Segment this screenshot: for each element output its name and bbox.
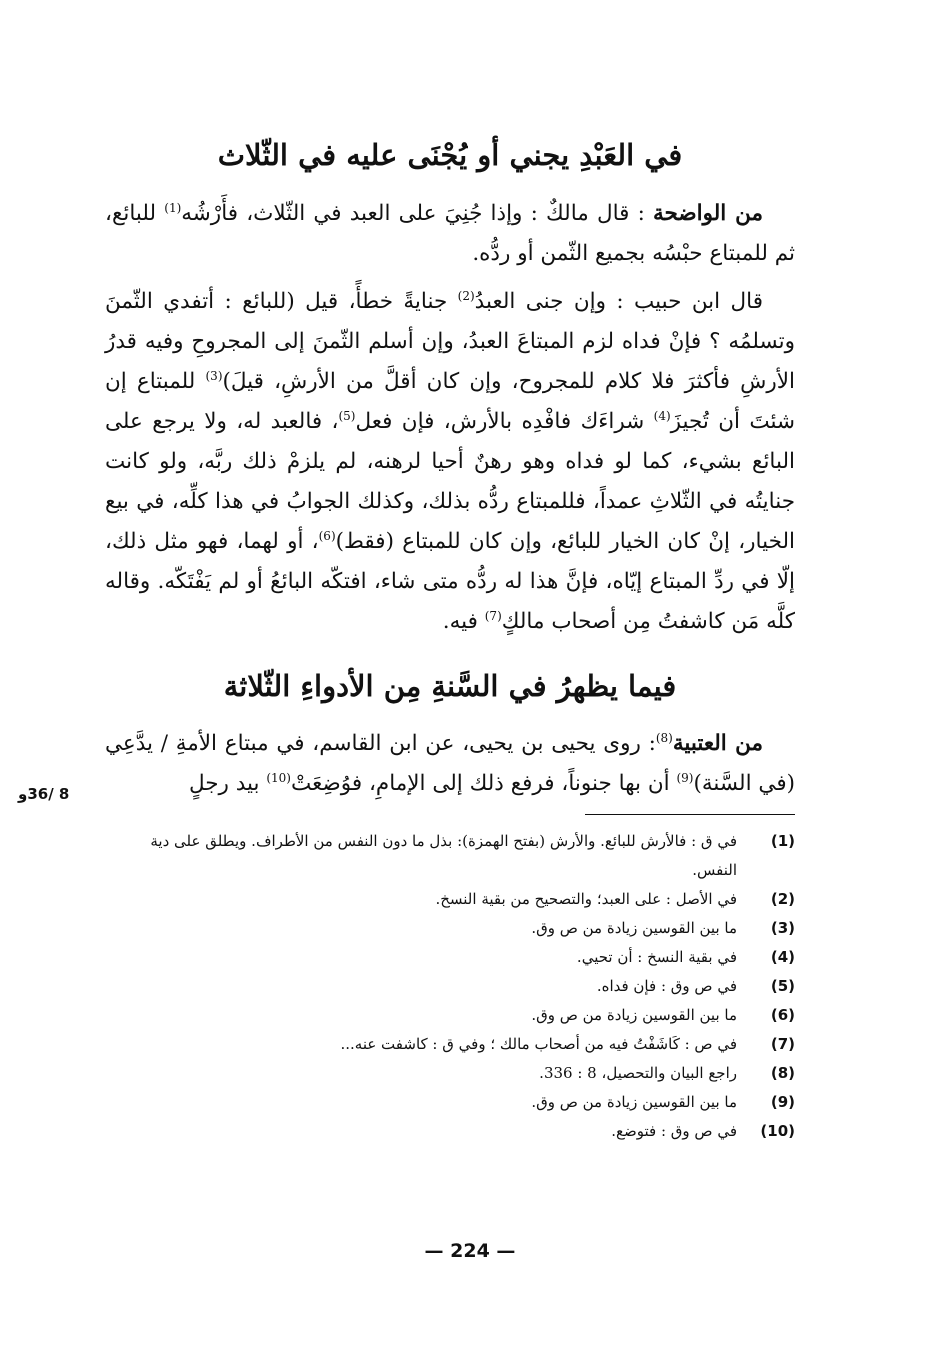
footnote-text: ما بين القوسين زيادة من ص وق. (531, 1006, 737, 1025)
footnote-number: (9) (770, 1093, 795, 1112)
footnote-item (105, 972, 795, 1001)
footnotes-list (105, 827, 795, 1146)
footnote-ref[interactable]: (7) (484, 608, 502, 623)
footnote-text: في ص : كَاشَفْتُ فيه من أصحاب مالك ؛ وفي ق : كاشفت عنه... (340, 1035, 737, 1054)
footnote-ref[interactable]: (9) (676, 771, 694, 786)
footnote-ref[interactable]: (5) (338, 408, 356, 423)
footnote-divider (585, 814, 795, 815)
footnote-number: (7) (770, 1035, 795, 1054)
page-body (105, 135, 795, 1146)
footnote-text: في ص وق : فتوضع. (611, 1122, 737, 1141)
page-number: — 224 — (424, 1240, 516, 1262)
footnote-number: (1) (770, 832, 795, 851)
footnote-ref[interactable]: (4) (653, 408, 671, 423)
footnote-item (105, 885, 795, 914)
footnote-number: (5) (770, 977, 795, 996)
footnote-number: (6) (770, 1006, 795, 1025)
footnote-item (105, 914, 795, 943)
paragraph-3: من العتبية$^{(8)}$: روى يحيى بن يحيى، عن ابن القاسم، في مبتاع الأمةِ / يدَّعِي (في السَّنة)$^{(9)}$ أن بها جنوناً، فرفع ذلك إلى الإمامِ، فوُضِعَتْ$^{(10)}$ بيد رجلٍ (105, 731, 795, 797)
footnote-text: في ص وق : فإن فداه. (596, 977, 737, 996)
footnote-ref[interactable]: (3) (205, 368, 223, 383)
footnote-number: (10) (760, 1122, 795, 1141)
footnote-text: ما بين القوسين زيادة من ص وق. (531, 919, 737, 938)
section-title-1: في العَبْدِ يجني أو يُجْنَى عليه في الثّلاث (217, 138, 683, 172)
footnote-ref[interactable]: (1) (164, 200, 182, 215)
paragraph-1: من الواضحة : قال مالكٌ : وإذا جُنِيَ على العبد في الثّلاث، فأَرْشُه$^{(1)}$ للبائع، ثم للمبتاع حبْسُه بجميع الثّمن أو ردُّه. (105, 200, 795, 266)
footnote-ref[interactable]: (8) (655, 731, 673, 746)
paragraph-2: قال ابن حبيب : وإن جنى العبدُ$^{(2)}$ جنايةً خطأً، قيل (للبائع : أتفدي الثّمنَ وتسلمُه ؟ فإنْ فداه لزم المبتاعَ العبدُ، وإن أسلم الثّمنَ إلى المجروحِ وفيه قدرُ الأرشِ فأكثرَ فلا كلام للمجروح، وإن كان أقلَّ من الأرشِ، قيلَ)$^{(3)}$ للمبتاع إن شئتَ أن تُجيزَ$^{(4)}$ شراءَك فافْدِه بالأرش، فإن فعل$^{(5)}$، فالعبد له، ولا يرجع على البائع بشيء، كما لو فداه وهو رهنٌ أحيا لرهنه، لم يلزمْ ذلك ربَّه، ولو كانت جنايتُه في الثّلاثِ عمداً، فللمبتاع ردُّه بذلك، وكذلك الجوابُ في هذا كلِّه، في بيع الخيار، إنْ كان الخيار للبائع، وإن كان للمبتاع (فقط)$^{(6)}$، أو لهما، فهو مثل ذلك، إلّا في ردِّ المبتاع إيّاه، فإنَّ هذا له ردُّه متى شاء، افتكّه البائعُ أو لم يَفْتَكّه. وقاله كلَّه مَن كاشفتُ مِن أصحاب مالكٍ$^{(7)}$ فيه. (105, 288, 796, 634)
footnote-ref[interactable]: (10) (266, 771, 291, 786)
footnote-item (105, 1001, 795, 1030)
footnote-number: (8) (770, 1064, 795, 1083)
manuscript-folio-ref: 8 /36و (18, 785, 70, 803)
footnote-number: (2) (770, 890, 795, 909)
footnote-text: في بقية النسخ : أن تحيي. (576, 948, 737, 967)
footnote-item (105, 1030, 795, 1059)
footnote-item (105, 827, 795, 885)
footnote-item (105, 1117, 795, 1146)
source-label: من الواضحة (653, 200, 763, 226)
footnote-item (105, 1059, 795, 1088)
footnote-item (105, 1088, 795, 1117)
footnote-text: ما بين القوسين زيادة من ص وق. (531, 1093, 737, 1112)
footnote-number: (3) (770, 919, 795, 938)
footnote-item (105, 943, 795, 972)
source-label: من العتبية (672, 731, 763, 757)
footnote-text: في الأصل : على العبد؛ والتصحيح من بقية النسخ. (435, 890, 737, 909)
section-title-2: فيما يظهرُ في السَّنةِ مِن الأدواءِ الثّلاثة (223, 668, 677, 703)
footnote-text: راجع البيان والتحصيل، 8 : 336. (539, 1064, 737, 1083)
footnote-text: في ق : فالأرش للبائع. والأرش (بفتح الهمزة): بذل ما دون النفس من الأطراف. ويطلق على دية النفس. (150, 832, 737, 880)
footnote-ref[interactable]: (2) (457, 288, 475, 303)
footnote-number: (4) (770, 948, 795, 967)
footnote-ref[interactable]: (6) (318, 528, 336, 543)
